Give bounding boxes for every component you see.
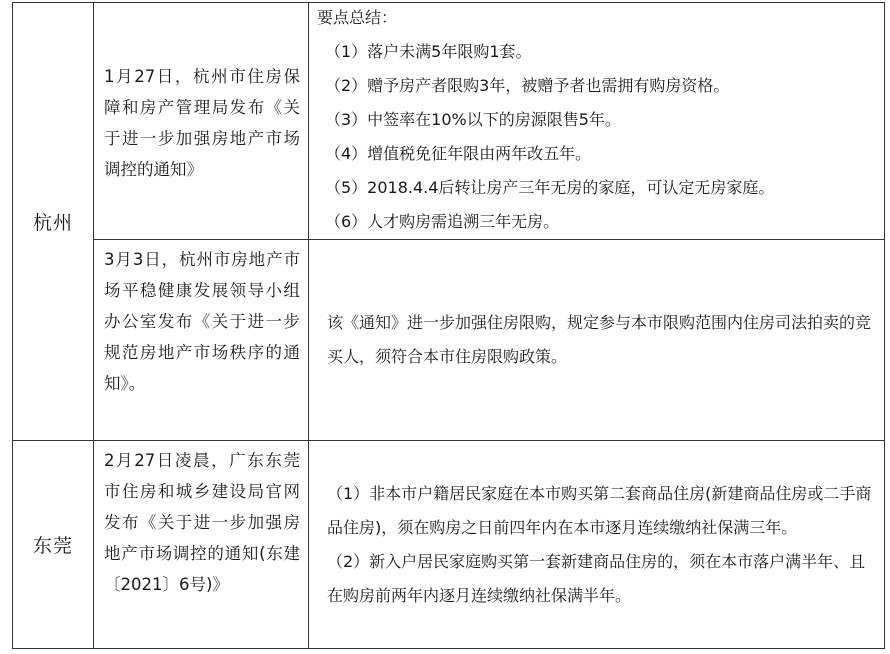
city-cell-hangzhou: 杭州 [13,3,94,441]
list-item: （4）增值税免征年限由两年改五年。 [325,144,592,163]
doc-cell [94,240,309,441]
list-item: （5）2018.4.4后转让房产三年无房的家庭，可认定无房家庭。 [325,178,775,197]
summary-cell [309,240,885,441]
summary-list [309,29,884,239]
doc-cell [94,3,309,240]
summary-paragraph: 该《通知》进一步加强住房限购，规定参与本市限购范围内住房司法拍卖的竞买人，须符合本市住房限购政策。 [327,313,872,366]
summary-cell [309,441,885,649]
table-row [13,3,885,240]
table-row [13,240,885,441]
doc-text: 3月3日，杭州市房地产市场平稳健康发展领导小组办公室发布《关于进一步规范房地产市场秩序的通知》。 [104,250,300,393]
doc-cell [94,441,309,649]
list-item: （1）落户未满5年限购1套。 [325,42,532,61]
summary-title: 要点总结： [317,8,398,27]
summary-paragraph: （2）新入户居民家庭购买第一套新建商品住房的，须在本市落户满半年、且在购房前两年内逐月连续缴纳社保满半年。 [327,551,866,605]
doc-text: 2月27日凌晨，广东东莞市住房和城乡建设局官网发布《关于进一步加强房地产市场调控的通知(东建〔2021〕6号)》 [104,451,300,594]
summary-cell [309,3,885,240]
policy-table [12,2,885,649]
list-item: （3）中签率在10%以下的房源限售5年。 [325,110,621,129]
list-item: （2）赠予房产者限购3年，被赠予者也需拥有购房资格。 [325,76,730,95]
city-cell-dongguan: 东莞 [13,441,94,649]
summary-paragraph: （1）非本市户籍居民家庭在本市购买第二套商品住房(新建商品住房或二手商品住房)，须在购房之日前四年内在本市逐月连续缴纳社保满三年。 [327,483,872,537]
doc-text: 1月27日，杭州市住房保障和房产管理局发布《关于进一步加强房地产市场调控的通知》 [104,67,300,179]
table-row [13,441,885,649]
list-item: （6）人才购房需追溯三年无房。 [325,212,560,231]
